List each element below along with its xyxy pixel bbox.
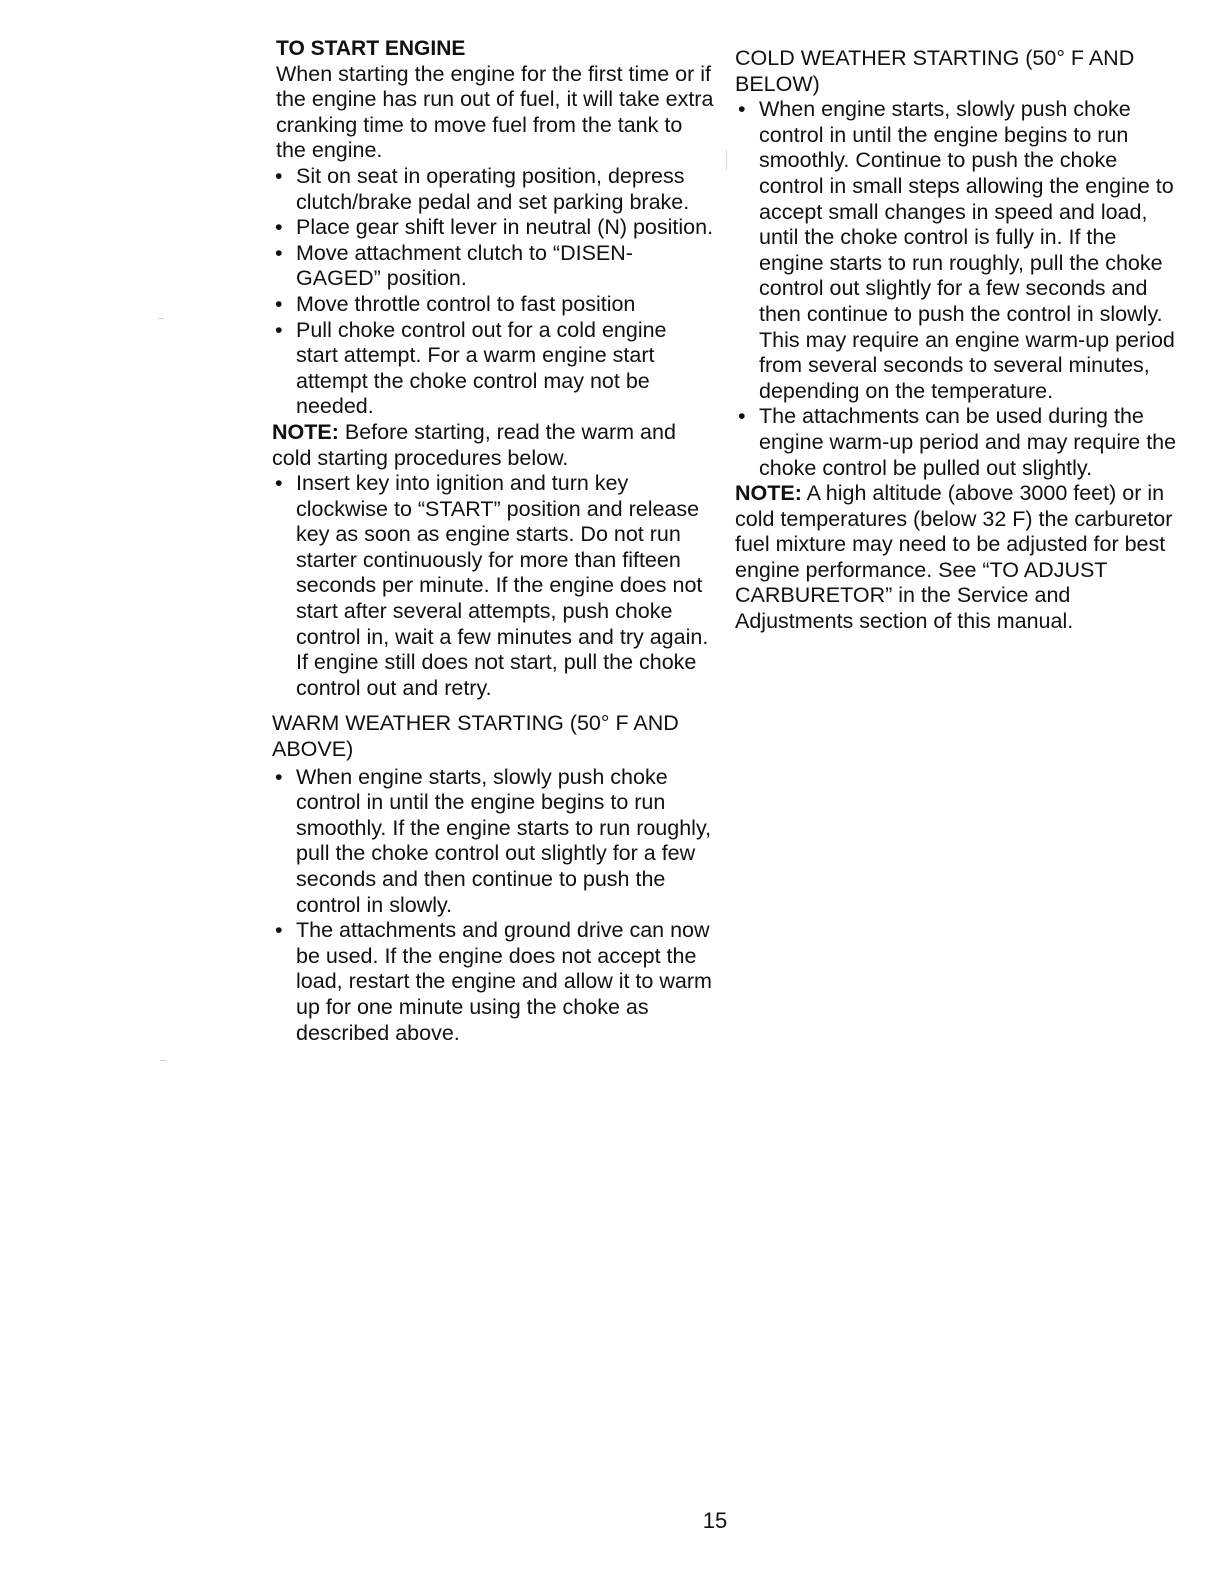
list-item: • Pull choke control out for a cold engine start attempt. For a warm engine start attempt the choke control may not be needed. [272, 318, 714, 420]
note-text: Before starting, read the warm and cold starting procedures below. [272, 419, 676, 470]
column-divider-mark [726, 150, 727, 170]
list-item: • When engine starts, slowly push choke control in until the engine begins to run smoothly. If the engine starts to run roughly, pull the choke control out slightly for a few seconds and then continue to push the control in slowly. [272, 765, 714, 919]
cold-weather-list [735, 97, 1181, 481]
page-number: 15 [702, 1508, 728, 1533]
section-heading: TO START ENGINE [276, 37, 466, 60]
right-column [735, 46, 1181, 635]
note-label: NOTE: [735, 481, 802, 506]
intro-paragraph: When starting the engine for the first time or if the engine has run out of fuel, it will take extra cranking time to move fuel from the tank to the engine. [276, 61, 714, 163]
list-item: • Insert key into ignition and turn key clockwise to “START” position and release key as soon as engine starts. Do not run starter continuously for more than fifteen seconds per minute. If the engine does not start after several attempts, push choke control in, wait a few minutes and try again. If engine still does not start, pull the choke control out and retry. [272, 471, 714, 701]
list-item: • The attachments and ground drive can now be used. If the engine does not accept the load, restart the engine and allow it to warm up for one minute using the choke as described above. [272, 918, 714, 1046]
start-steps-list [272, 164, 714, 420]
list-item: • Place gear shift lever in neutral (N) position. [272, 215, 714, 241]
warm-weather-heading: WARM WEATHER STARTING (50° F AND ABOVE) [272, 711, 679, 762]
note-text: A high altitude (above 3000 feet) or in cold temperatures (below 32 F) the carburetor fuel mixture may need to be adjusted for best engine performance. See “TO ADJUST CARBURETOR” in the Service and Adjustments section of this manual. [735, 481, 1173, 634]
list-item: • The attachments can be used during the engine warm-up period and may require the choke control be pulled out slightly. [735, 404, 1181, 481]
cold-weather-heading: COLD WEATHER STARTING (50° F AND BELOW) [735, 46, 1135, 96]
list-item: • Move attachment clutch to “DISEN-GAGED” position. [272, 241, 714, 292]
list-item: • Sit on seat in operating position, depress clutch/brake pedal and set parking brake. [272, 164, 714, 215]
note-paragraph [272, 420, 714, 471]
list-item: • Move throttle control to fast position [272, 292, 714, 318]
list-item: • When engine starts, slowly push choke control in until the engine begins to run smoothly. Continue to push the choke control in small steps allowing the engine to accept small changes in speed and load, until the choke control is fully in. If the engine starts to run roughly, pull the choke control out slightly for a few seconds and then continue to push the control in slowly. This may require an engine warm-up period from several seconds to several minutes, depending on the temperature. [735, 97, 1181, 404]
warm-weather-list [272, 765, 714, 1047]
scan-margin-mark [160, 1060, 166, 1061]
ignition-steps-list [272, 471, 714, 701]
scan-margin-mark [158, 318, 164, 319]
note-paragraph [735, 481, 1181, 635]
left-column [272, 36, 714, 1046]
note-label: NOTE: [272, 419, 339, 444]
